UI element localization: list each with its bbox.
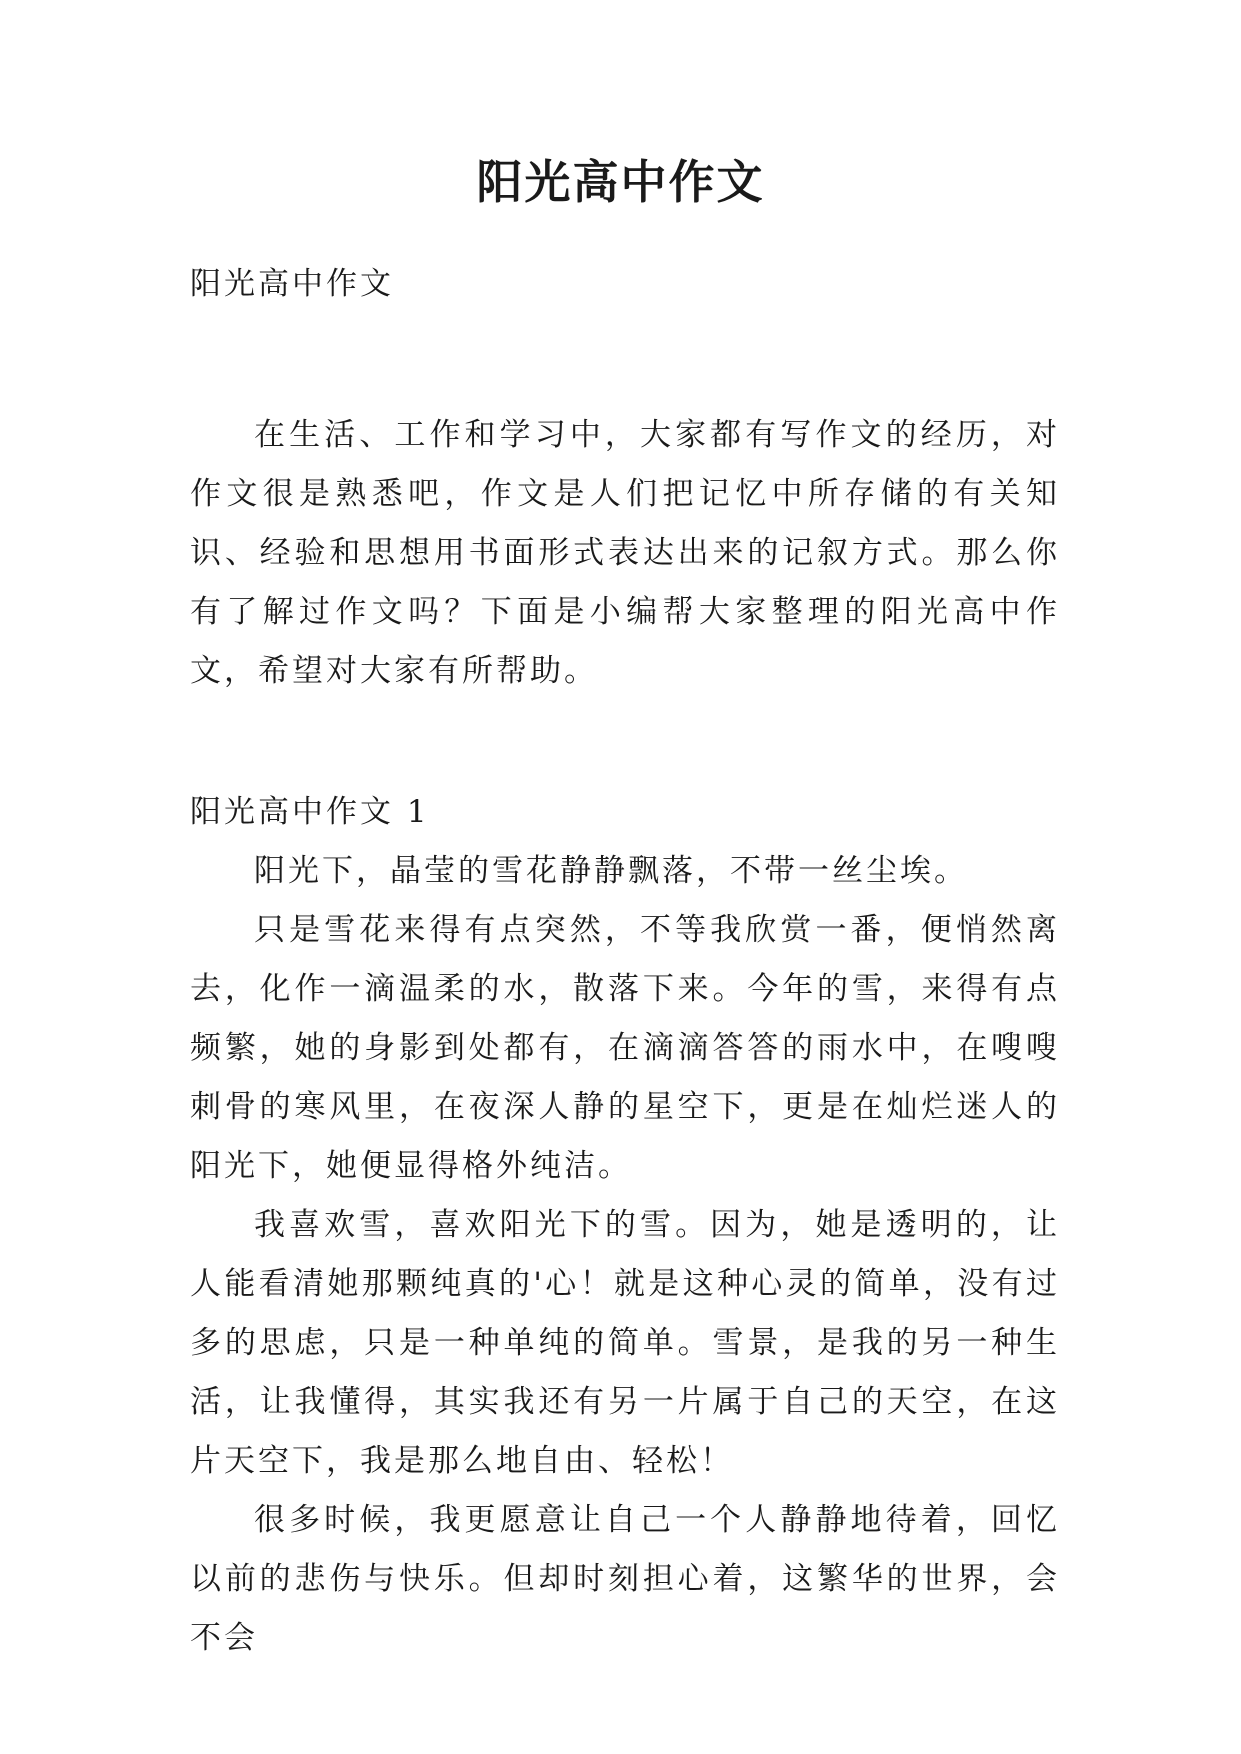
document-body bbox=[190, 255, 1060, 1668]
spacer bbox=[190, 701, 1060, 783]
body-paragraph-2: 只是雪花来得有点突然，不等我欣赏一番，便悄然离去，化作一滴温柔的水，散落下来。今年的雪，来得有点频繁，她的身影到处都有，在滴滴答答的雨水中，在嗖嗖刺骨的寒风里，在夜深人静的星空下，更是在灿烂迷人的阳光下，她便显得格外纯洁。 bbox=[190, 912, 1060, 1184]
section-heading: 阳光高中作文 1 bbox=[190, 794, 430, 830]
body-paragraph-3: 我喜欢雪，喜欢阳光下的雪。因为，她是透明的，让人能看清她那颗纯真的'心！就是这种心灵的简单，没有过多的思虑，只是一种单纯的简单。雪景，是我的另一种生活，让我懂得，其实我还有另一片属于自己的天空，在这片天空下，我是那么地自由、轻松！ bbox=[190, 1207, 1060, 1479]
subheading: 阳光高中作文 bbox=[190, 266, 394, 302]
body-paragraph-1: 阳光下，晶莹的雪花静静飘落，不带一丝尘埃。 bbox=[254, 853, 968, 889]
body-paragraph-4: 很多时候，我更愿意让自己一个人静静地待着，回忆以前的悲伤与快乐。但却时刻担心着，这繁华的世界，会不会 bbox=[190, 1502, 1060, 1656]
document-title: 阳光高中作文 bbox=[476, 155, 765, 209]
spacer bbox=[190, 314, 1060, 406]
intro-paragraph: 在生活、工作和学习中，大家都有写作文的经历，对作文很是熟悉吧，作文是人们把记忆中所存储的有关知识、经验和思想用书面形式表达出来的记叙方式。那么你有了解过作文吗？下面是小编帮大家整理的阳光高中作文，希望对大家有所帮助。 bbox=[190, 417, 1060, 689]
